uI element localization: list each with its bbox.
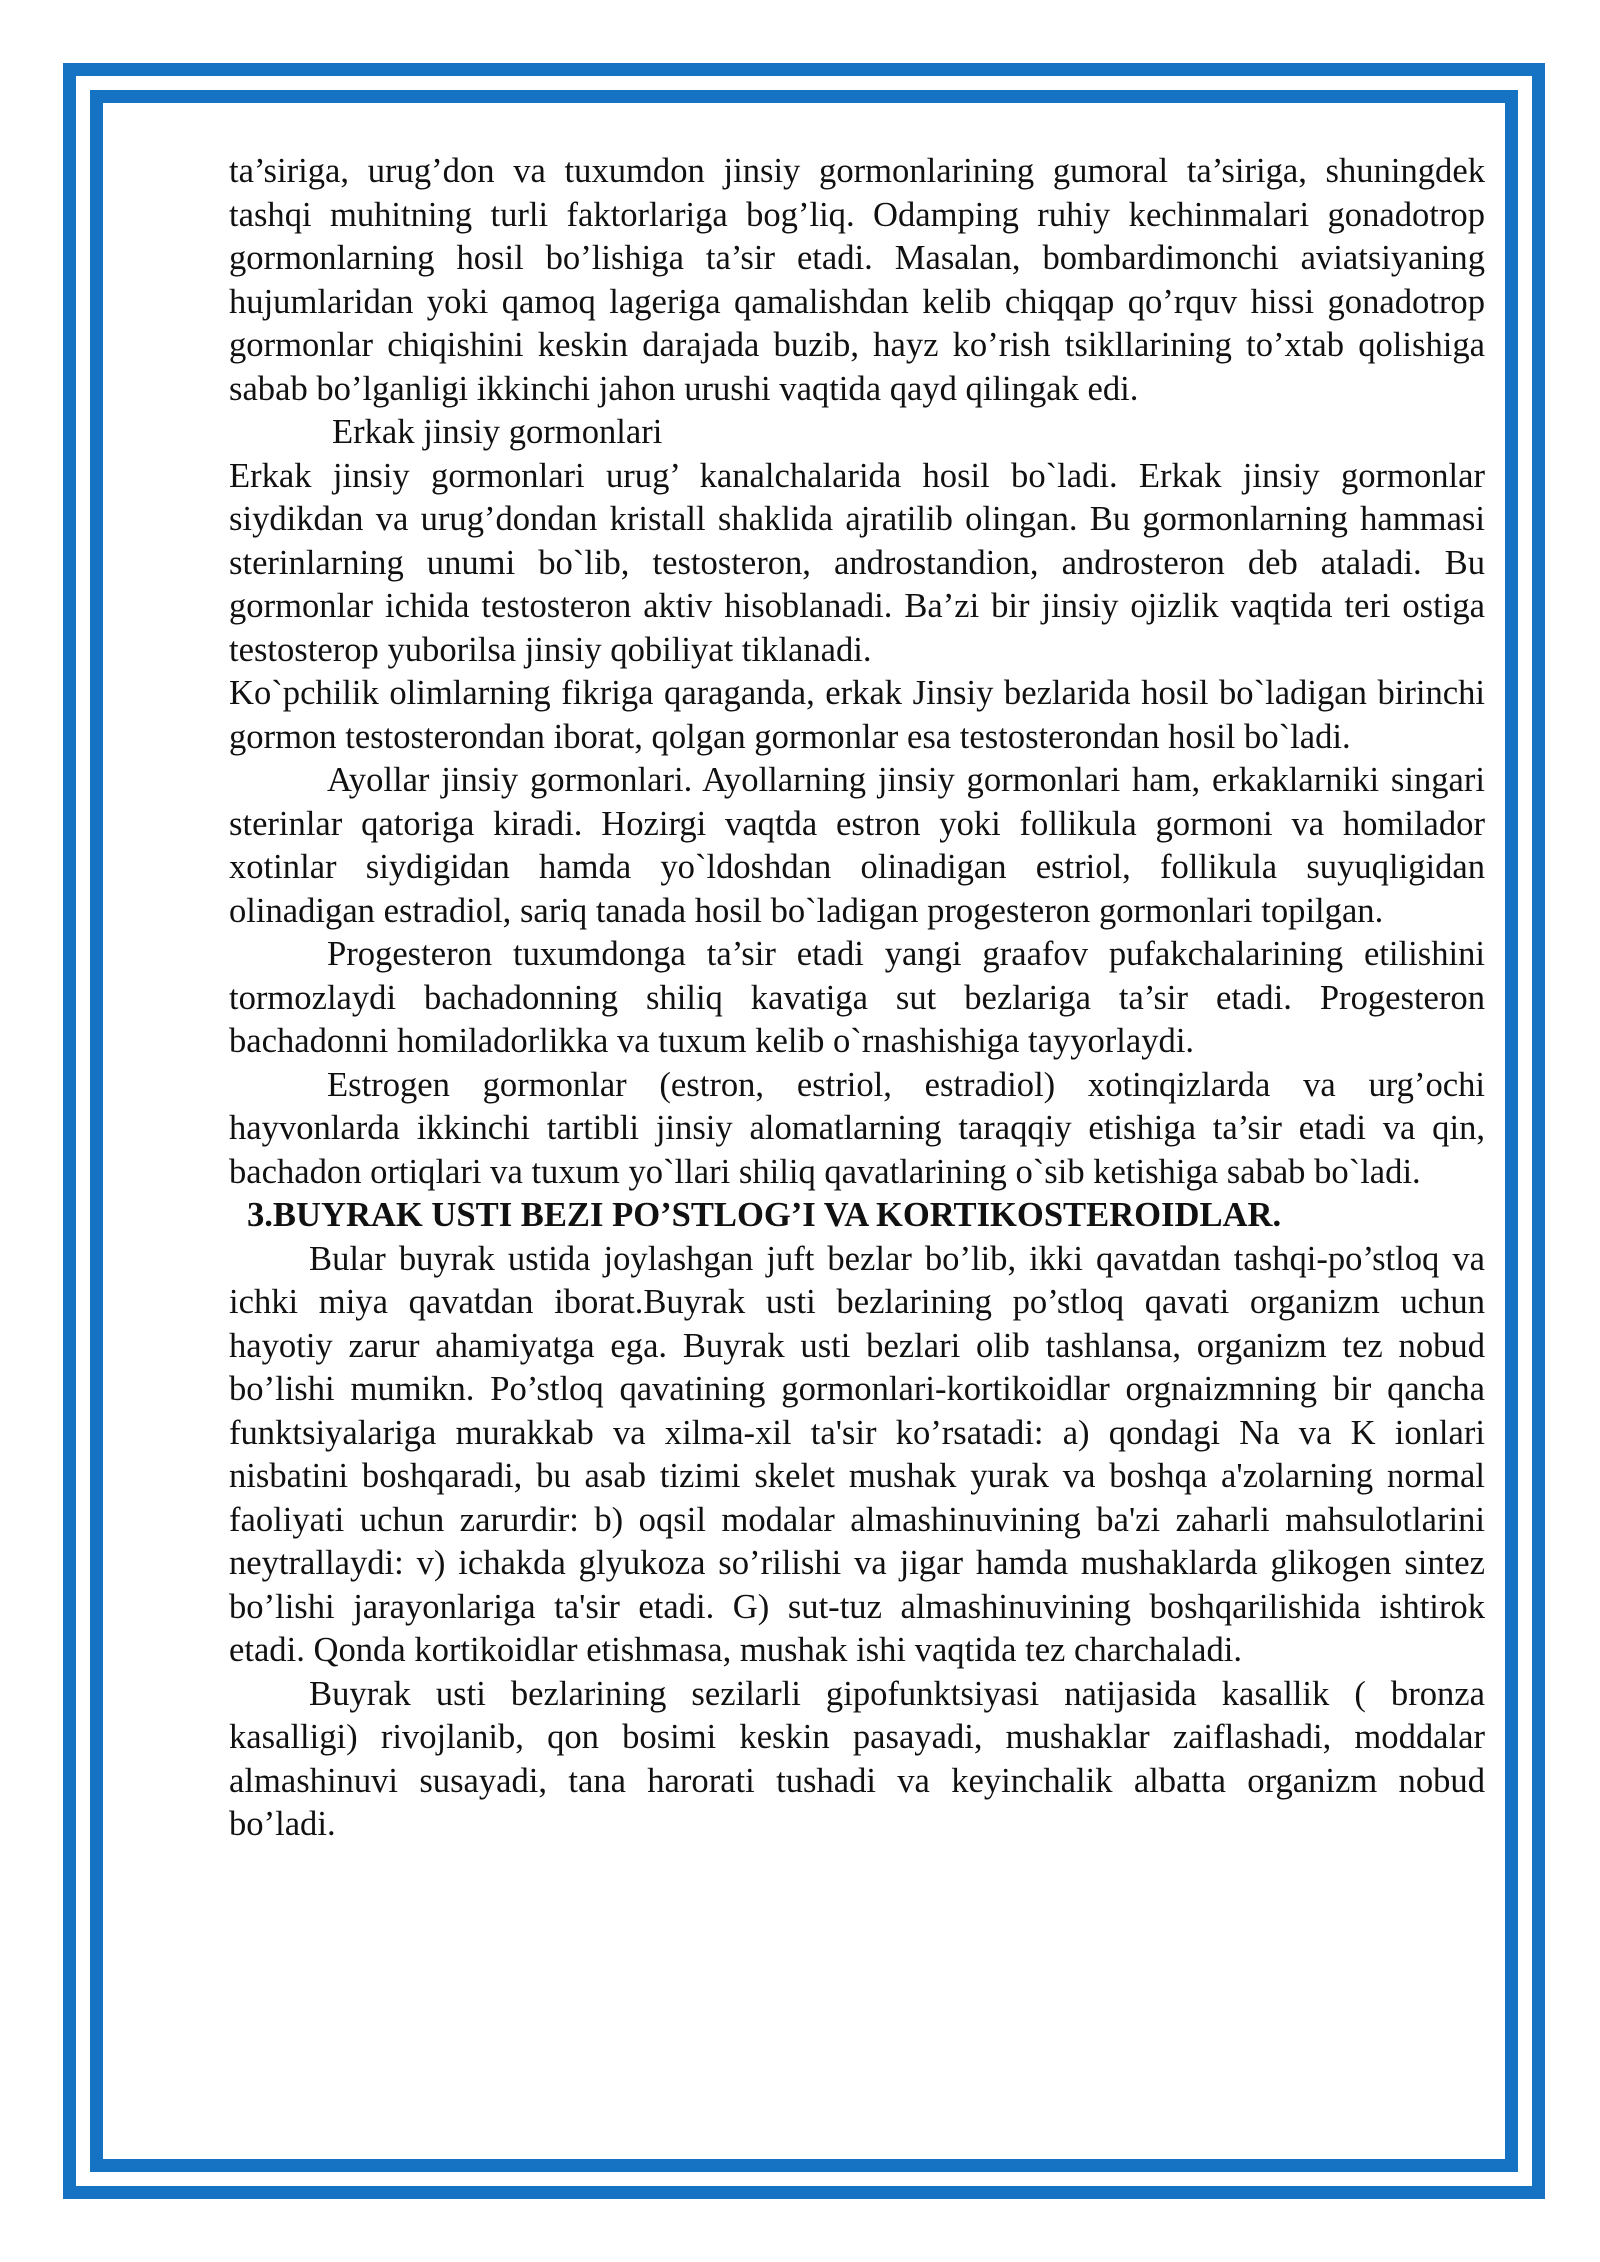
paragraph-adrenal-cortex: Bular buyrak ustida joylashgan juft bezlar bo’lib, ikki qavatdan tashqi-po’stloq va ichki miya qavatdan iborat.Buyrak usti bezlarining po’stloq qavati organizm uchun hayotiy zarur ahamiyatga ega. Buyrak usti bezlari olib tashlansa, organizm tez nobud bo’lishi mumikn. Po’stloq qavatining gormonlari-kortikoidlar orgnaizmning bir qancha funktsiyalariga murakkab va xilma-xil ta'sir ko’rsatadi: a) qondagi Na va K ionlari nisbatini boshqaradi, bu asab tizimi skelet mushak yurak va boshqa a'zolarning normal faoliyati uchun zarurdir: b) oqsil modalar almashinuvining ba'zi zaharli mahsulotlarini neytrallaydi: v) ichakda glyukoza so’rilishi va jigar hamda mushaklarda glikogen sintez bo’lishi jarayonlariga ta'sir etadi. G) sut-tuz almashinuvining boshqarilishida ishtirok etadi. Qonda kortikoidlar etishmasa, mushak ishi vaqtida tez charchaladi. [229,1239,1485,1669]
paragraph-testosterone-origin: Ko`pchilik olimlarning fikriga qaraganda, erkak Jinsiy bezlarida hosil bo`ladigan birinchi gormon testosterondan iborat, qolgan gormonlar esa testosterondan hosil bo`ladi. [229,674,1485,756]
paragraph-male-hormones: Erkak jinsiy gormonlari urug’ kanalchalarida hosil bo`ladi. Erkak jinsiy gormonlar siydikdan va urug’dondan kristall shaklida ajratilib olingan. Bu gormonlarning hammasi sterinlarning unumi bo`lib, testosteron, androstandion, androsteron deb ataladi. Bu gormonlar ichida testosteron aktiv hisoblanadi. Ba’zi bir jinsiy ojizlik vaqtida teri ostiga testosterop yuborilsa jinsiy qobiliyat tiklanadi. [229,456,1485,669]
paragraph-female-hormones: Ayollar jinsiy gormonlari. Ayollarning jinsiy gormonlari ham, erkaklarniki singari sterinlar qatoriga kiradi. Hozirgi vaqtda estron yoki follikula gormoni va homilador xotinlar siydigidan hamda yo`ldoshdan olinadigan estriol, follikula suyuqligidan olinadigan estradiol, sariq tanada hosil bo`ladigan progesteron gormonlari topilgan. [229,761,1485,930]
paragraph-gonadotropin-intro: ta’siriga, urug’don va tuxumdon jinsiy gormonlarining gumoral ta’siriga, shuningdek tashqi muhitning turli faktorlariga bog’liq. Odamping ruhiy kechinmalari gonadotrop gormonlarning hosil bo’lishiga ta’sir etadi. Masalan, bombardimonchi aviatsiyaning hujumlaridan yoki qamoq lageriga qamalishdan kelib chiqqap qo’rquv hissi gonadotrop gormonlar chiqishini keskin darajada buzib, hayz ko’rish tsikllarining to’xtab qolishiga sabab bo’lganligi ikkinchi jahon urushi vaqtida qayd qilingak edi. [229,152,1485,408]
document-body [229,150,1485,1847]
subheading-male-hormones: Erkak jinsiy gormonlari [332,413,663,451]
paragraph-progesterone: Progesteron tuxumdonga ta’sir etadi yangi graafov pufakchalarining etilishini tormozlaydi bachadonning shiliq kavatiga sut bezlariga ta’sir etadi. Progesteron bachadonni homiladorlikka va tuxum kelib o`rnashishiga tayyorlaydi. [229,935,1485,1060]
section-title-adrenal-cortex: 3.BUYRAK USTI BEZI PO’STLOG’I VA KORTIKOSTEROIDLAR. [247,1196,1282,1234]
paragraph-estrogen: Estrogen gormonlar (estron, estriol, estradiol) xotinqizlarda va urg’ochi hayvonlarda ikkinchi tartibli jinsiy alomatlarning taraqqiy etishiga ta’sir etadi va qin, bachadon ortiqlari va tuxum yo`llari shiliq qavatlarining o`sib ketishiga sabab bo`ladi. [229,1065,1485,1191]
paragraph-hypofunction: Buyrak usti bezlarining sezilarli gipofunktsiyasi natijasida kasallik ( bronza kasalligi) rivojlanib, qon bosimi keskin pasayadi, mushaklar zaiflashadi, moddalar almashinuvi susayadi, tana harorati tushadi va keyinchalik albatta organizm nobud bo’ladi. [229,1674,1485,1843]
